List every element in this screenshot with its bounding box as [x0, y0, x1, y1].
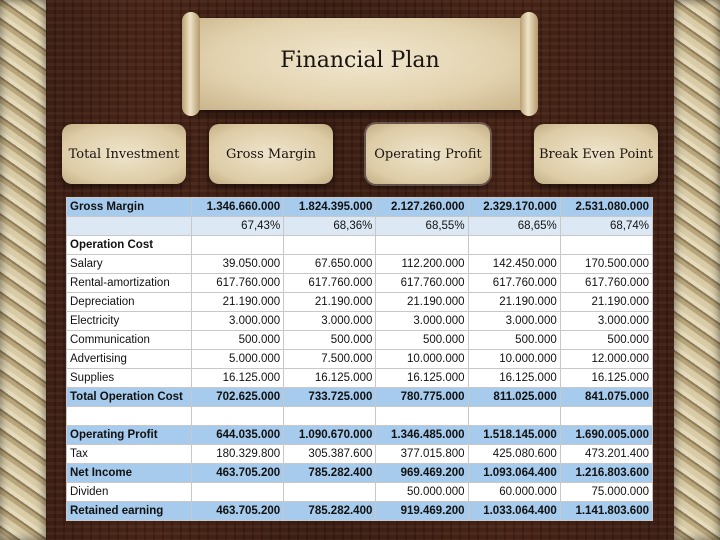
table-cell: 2.531.080.000: [560, 198, 652, 217]
tab-label: Total Investment: [68, 146, 180, 162]
table-cell: 3.000.000: [560, 312, 652, 331]
table-cell: 21.190.000: [376, 293, 468, 312]
row-label: Tax: [67, 445, 192, 464]
table-cell: 1.090.670.000: [284, 426, 376, 445]
table-cell: 2.127.260.000: [376, 198, 468, 217]
table-cell: [192, 407, 284, 426]
table-cell: 473.201.400: [560, 445, 652, 464]
row-label: Salary: [67, 255, 192, 274]
row-label: Rental-amortization: [67, 274, 192, 293]
title-scroll: [190, 18, 530, 110]
table-row: [67, 502, 653, 521]
table-cell: 305.387.600: [284, 445, 376, 464]
table-cell: 67,43%: [192, 217, 284, 236]
table-row: [67, 331, 653, 350]
table-cell: 617.760.000: [468, 274, 560, 293]
table-cell: 21.190.000: [284, 293, 376, 312]
table-row: [67, 426, 653, 445]
table-cell: 67.650.000: [284, 255, 376, 274]
table-cell: 617.760.000: [192, 274, 284, 293]
table-cell: 21.190.000: [468, 293, 560, 312]
table-cell: 16.125.000: [560, 369, 652, 388]
table-cell: 785.282.400: [284, 502, 376, 521]
tab-label: Break Even Point: [538, 146, 654, 162]
row-label: Operation Cost: [67, 236, 192, 255]
table-cell: 377.015.800: [376, 445, 468, 464]
table-row: [67, 198, 653, 217]
table-cell: 463.705.200: [192, 464, 284, 483]
row-label: Retained earning: [67, 502, 192, 521]
table-cell: 3.000.000: [284, 312, 376, 331]
table-cell: 811.025.000: [468, 388, 560, 407]
table-row: [67, 388, 653, 407]
table-cell: 463.705.200: [192, 502, 284, 521]
table-cell: 617.760.000: [284, 274, 376, 293]
table-row: [67, 464, 653, 483]
row-label: Advertising: [67, 350, 192, 369]
table-cell: 16.125.000: [376, 369, 468, 388]
financial-table: [66, 197, 653, 518]
table-cell: [192, 236, 284, 255]
tab-operating-profit[interactable]: [366, 124, 490, 184]
table-cell: 75.000.000: [560, 483, 652, 502]
table-cell: 1.093.064.400: [468, 464, 560, 483]
table-row: [67, 293, 653, 312]
table-cell: 112.200.000: [376, 255, 468, 274]
table-cell: 969.469.200: [376, 464, 468, 483]
row-label: Total Operation Cost: [67, 388, 192, 407]
table-row: [67, 483, 653, 502]
table-cell: [192, 483, 284, 502]
table-cell: [468, 407, 560, 426]
financial-table-grid: [66, 197, 653, 521]
tab-label: Gross Margin: [225, 146, 317, 162]
table-cell: 16.125.000: [192, 369, 284, 388]
table-cell: 500.000: [560, 331, 652, 350]
table-cell: 617.760.000: [560, 274, 652, 293]
table-row: [67, 407, 653, 426]
table-cell: 21.190.000: [192, 293, 284, 312]
table-cell: 50.000.000: [376, 483, 468, 502]
table-cell: [468, 236, 560, 255]
table-cell: 68,65%: [468, 217, 560, 236]
table-cell: [284, 236, 376, 255]
table-row: [67, 236, 653, 255]
table-cell: 733.725.000: [284, 388, 376, 407]
table-cell: 1.518.145.000: [468, 426, 560, 445]
table-cell: 12.000.000: [560, 350, 652, 369]
table-row: [67, 445, 653, 464]
table-cell: [284, 407, 376, 426]
table-cell: 39.050.000: [192, 255, 284, 274]
table-cell: 21.190.000: [560, 293, 652, 312]
table-cell: 10.000.000: [468, 350, 560, 369]
table-cell: 5.000.000: [192, 350, 284, 369]
table-cell: 68,36%: [284, 217, 376, 236]
table-cell: 702.625.000: [192, 388, 284, 407]
table-cell: 16.125.000: [284, 369, 376, 388]
table-cell: 425.080.600: [468, 445, 560, 464]
tab-total-investment[interactable]: [62, 124, 186, 184]
table-cell: 1.141.803.600: [560, 502, 652, 521]
table-cell: 1.346.485.000: [376, 426, 468, 445]
table-row: [67, 274, 653, 293]
table-cell: 2.329.170.000: [468, 198, 560, 217]
table-cell: 68,55%: [376, 217, 468, 236]
row-label: Supplies: [67, 369, 192, 388]
row-label: Gross Margin: [67, 198, 192, 217]
table-cell: [560, 407, 652, 426]
row-label: [67, 217, 192, 236]
table-cell: 1.690.005.000: [560, 426, 652, 445]
table-cell: 500.000: [192, 331, 284, 350]
table-cell: 500.000: [376, 331, 468, 350]
row-label: Electricity: [67, 312, 192, 331]
table-row: [67, 369, 653, 388]
rope-border-left: [0, 0, 46, 540]
table-cell: 1.216.803.600: [560, 464, 652, 483]
table-cell: [560, 236, 652, 255]
row-label: Communication: [67, 331, 192, 350]
row-label: Net Income: [67, 464, 192, 483]
table-cell: 68,74%: [560, 217, 652, 236]
rope-border-right: [674, 0, 720, 540]
row-label: Dividen: [67, 483, 192, 502]
table-cell: 1.346.660.000: [192, 198, 284, 217]
table-row: [67, 312, 653, 331]
table-cell: [284, 483, 376, 502]
table-cell: 142.450.000: [468, 255, 560, 274]
table-cell: 841.075.000: [560, 388, 652, 407]
table-cell: 1.033.064.400: [468, 502, 560, 521]
table-cell: 170.500.000: [560, 255, 652, 274]
table-cell: 785.282.400: [284, 464, 376, 483]
page-title: Financial Plan: [280, 48, 440, 73]
table-cell: 919.469.200: [376, 502, 468, 521]
table-cell: [376, 236, 468, 255]
table-row: [67, 255, 653, 274]
table-cell: 617.760.000: [376, 274, 468, 293]
table-cell: 3.000.000: [376, 312, 468, 331]
table-cell: 3.000.000: [192, 312, 284, 331]
tab-gross-margin[interactable]: [209, 124, 333, 184]
table-cell: 3.000.000: [468, 312, 560, 331]
table-cell: [376, 407, 468, 426]
table-cell: 500.000: [284, 331, 376, 350]
table-cell: 1.824.395.000: [284, 198, 376, 217]
table-row: [67, 350, 653, 369]
table-cell: 7.500.000: [284, 350, 376, 369]
table-cell: 10.000.000: [376, 350, 468, 369]
table-cell: 500.000: [468, 331, 560, 350]
tab-break-even-point[interactable]: [534, 124, 658, 184]
row-label: Operating Profit: [67, 426, 192, 445]
table-cell: 780.775.000: [376, 388, 468, 407]
table-cell: 180.329.800: [192, 445, 284, 464]
table-cell: 60.000.000: [468, 483, 560, 502]
table-cell: 644.035.000: [192, 426, 284, 445]
row-label: [67, 407, 192, 426]
row-label: Depreciation: [67, 293, 192, 312]
table-row: [67, 217, 653, 236]
tab-label: Operating Profit: [374, 146, 482, 162]
table-cell: 16.125.000: [468, 369, 560, 388]
